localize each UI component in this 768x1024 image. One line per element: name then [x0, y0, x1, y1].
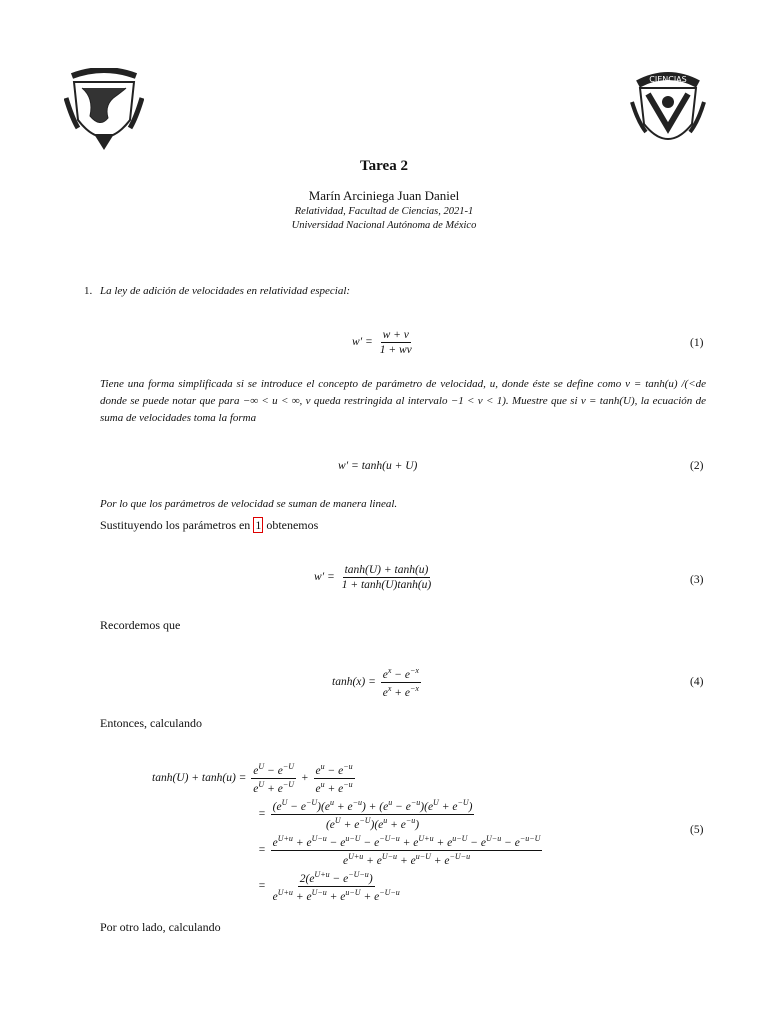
- recordemos-text: Recordemos que: [100, 618, 181, 632]
- page-title: Tarea 2: [360, 158, 408, 174]
- author-name: Marín Arciniega Juan Daniel: [308, 188, 460, 203]
- equation-5-line-4: = $\frac{2(e^{U+u} - e^{-U-u})}{e^{U+u} + e^{U-u} + e^{u-U} + e^{-U-u}}$: [258, 870, 400, 903]
- equation-number-5: (5): [690, 824, 704, 836]
- affiliation-line-2: Universidad Nacional Autónoma de México: [291, 220, 477, 231]
- equation-3: w′ = $\frac{\tanh(U) + \tanh(u)}{1 + \tanh(U)\tanh(u)}$: [314, 564, 432, 591]
- substitution-text: [100, 518, 318, 533]
- equation-number-2: (2): [690, 460, 704, 472]
- entonces-text: Entonces, calculando: [100, 716, 202, 730]
- crest-text: CIENCIAS: [649, 75, 687, 84]
- problem-number: 1.: [84, 285, 93, 297]
- affiliation-line-1: Relatividad, Facultad de Ciencias, 2021-1: [294, 206, 474, 217]
- equation-2: w′ = tanh(u + U): [338, 460, 418, 472]
- unam-crest-icon: [64, 68, 144, 154]
- equation-5-line-2: = $\frac{(e^U - e^{-U})(e^u + e^{-u}) + (e^u - e^{-u})(e^U + e^{-U})}{(e^U + e^{-U})(e^u + e^{-u})}$: [258, 798, 473, 831]
- equation-5-line-3: = $\frac{e^{U+u} + e^{U-u} - e^{u-U} - e^{-U-u} + e^{U+u} + e^{u-U} - e^{U-u} - e^{-u-U}}{e^{U+u} + e^{U-u} + e^{u-U} + e^{-U-u}}$: [258, 834, 541, 867]
- problem-paragraph-2: Por lo que los parámetros de velocidad se suman de manera lineal.: [100, 498, 398, 510]
- equation-1: w′ = $\frac{w + v}{1 + wv}$: [352, 329, 412, 356]
- facultad-ciencias-crest-icon: [628, 68, 708, 154]
- equation-number-4: (4): [690, 676, 704, 688]
- substitution-text-before: Sustituyendo los parámetros en: [100, 518, 254, 532]
- equation-reference-link[interactable]: 1: [255, 518, 262, 532]
- problem-paragraph-1: Tiene una forma simplificada si se introduce el concepto de parámetro de velocidad, u, donde éste se define como v = tanh(u) /(<de donde se puede notar que para −∞ < u < ∞, v queda restringida al intervalo −1 < v < 1). Muestre que si v = tanh(U), la ecuación de suma de velocidades toma la forma: [100, 378, 706, 424]
- equation-number-1: (1): [690, 337, 704, 349]
- equation-5-line-1: tanh(U) + tanh(u) = $\frac{e^U - e^{-U}}{e^U + e^{-U}}$ + $\frac{e^u - e^{-u}}{e^u + e^{-u}}$: [152, 762, 353, 795]
- substitution-text-after: obtenemos: [263, 518, 319, 532]
- equation-number-3: (3): [690, 574, 704, 586]
- equation-4: tanh(x) = $\frac{e^x - e^{-x}}{e^x + e^{-x}}$: [332, 666, 419, 699]
- por-otro-lado-text: Por otro lado, calculando: [100, 920, 221, 934]
- problem-statement: La ley de adición de velocidades en relatividad especial:: [100, 285, 351, 297]
